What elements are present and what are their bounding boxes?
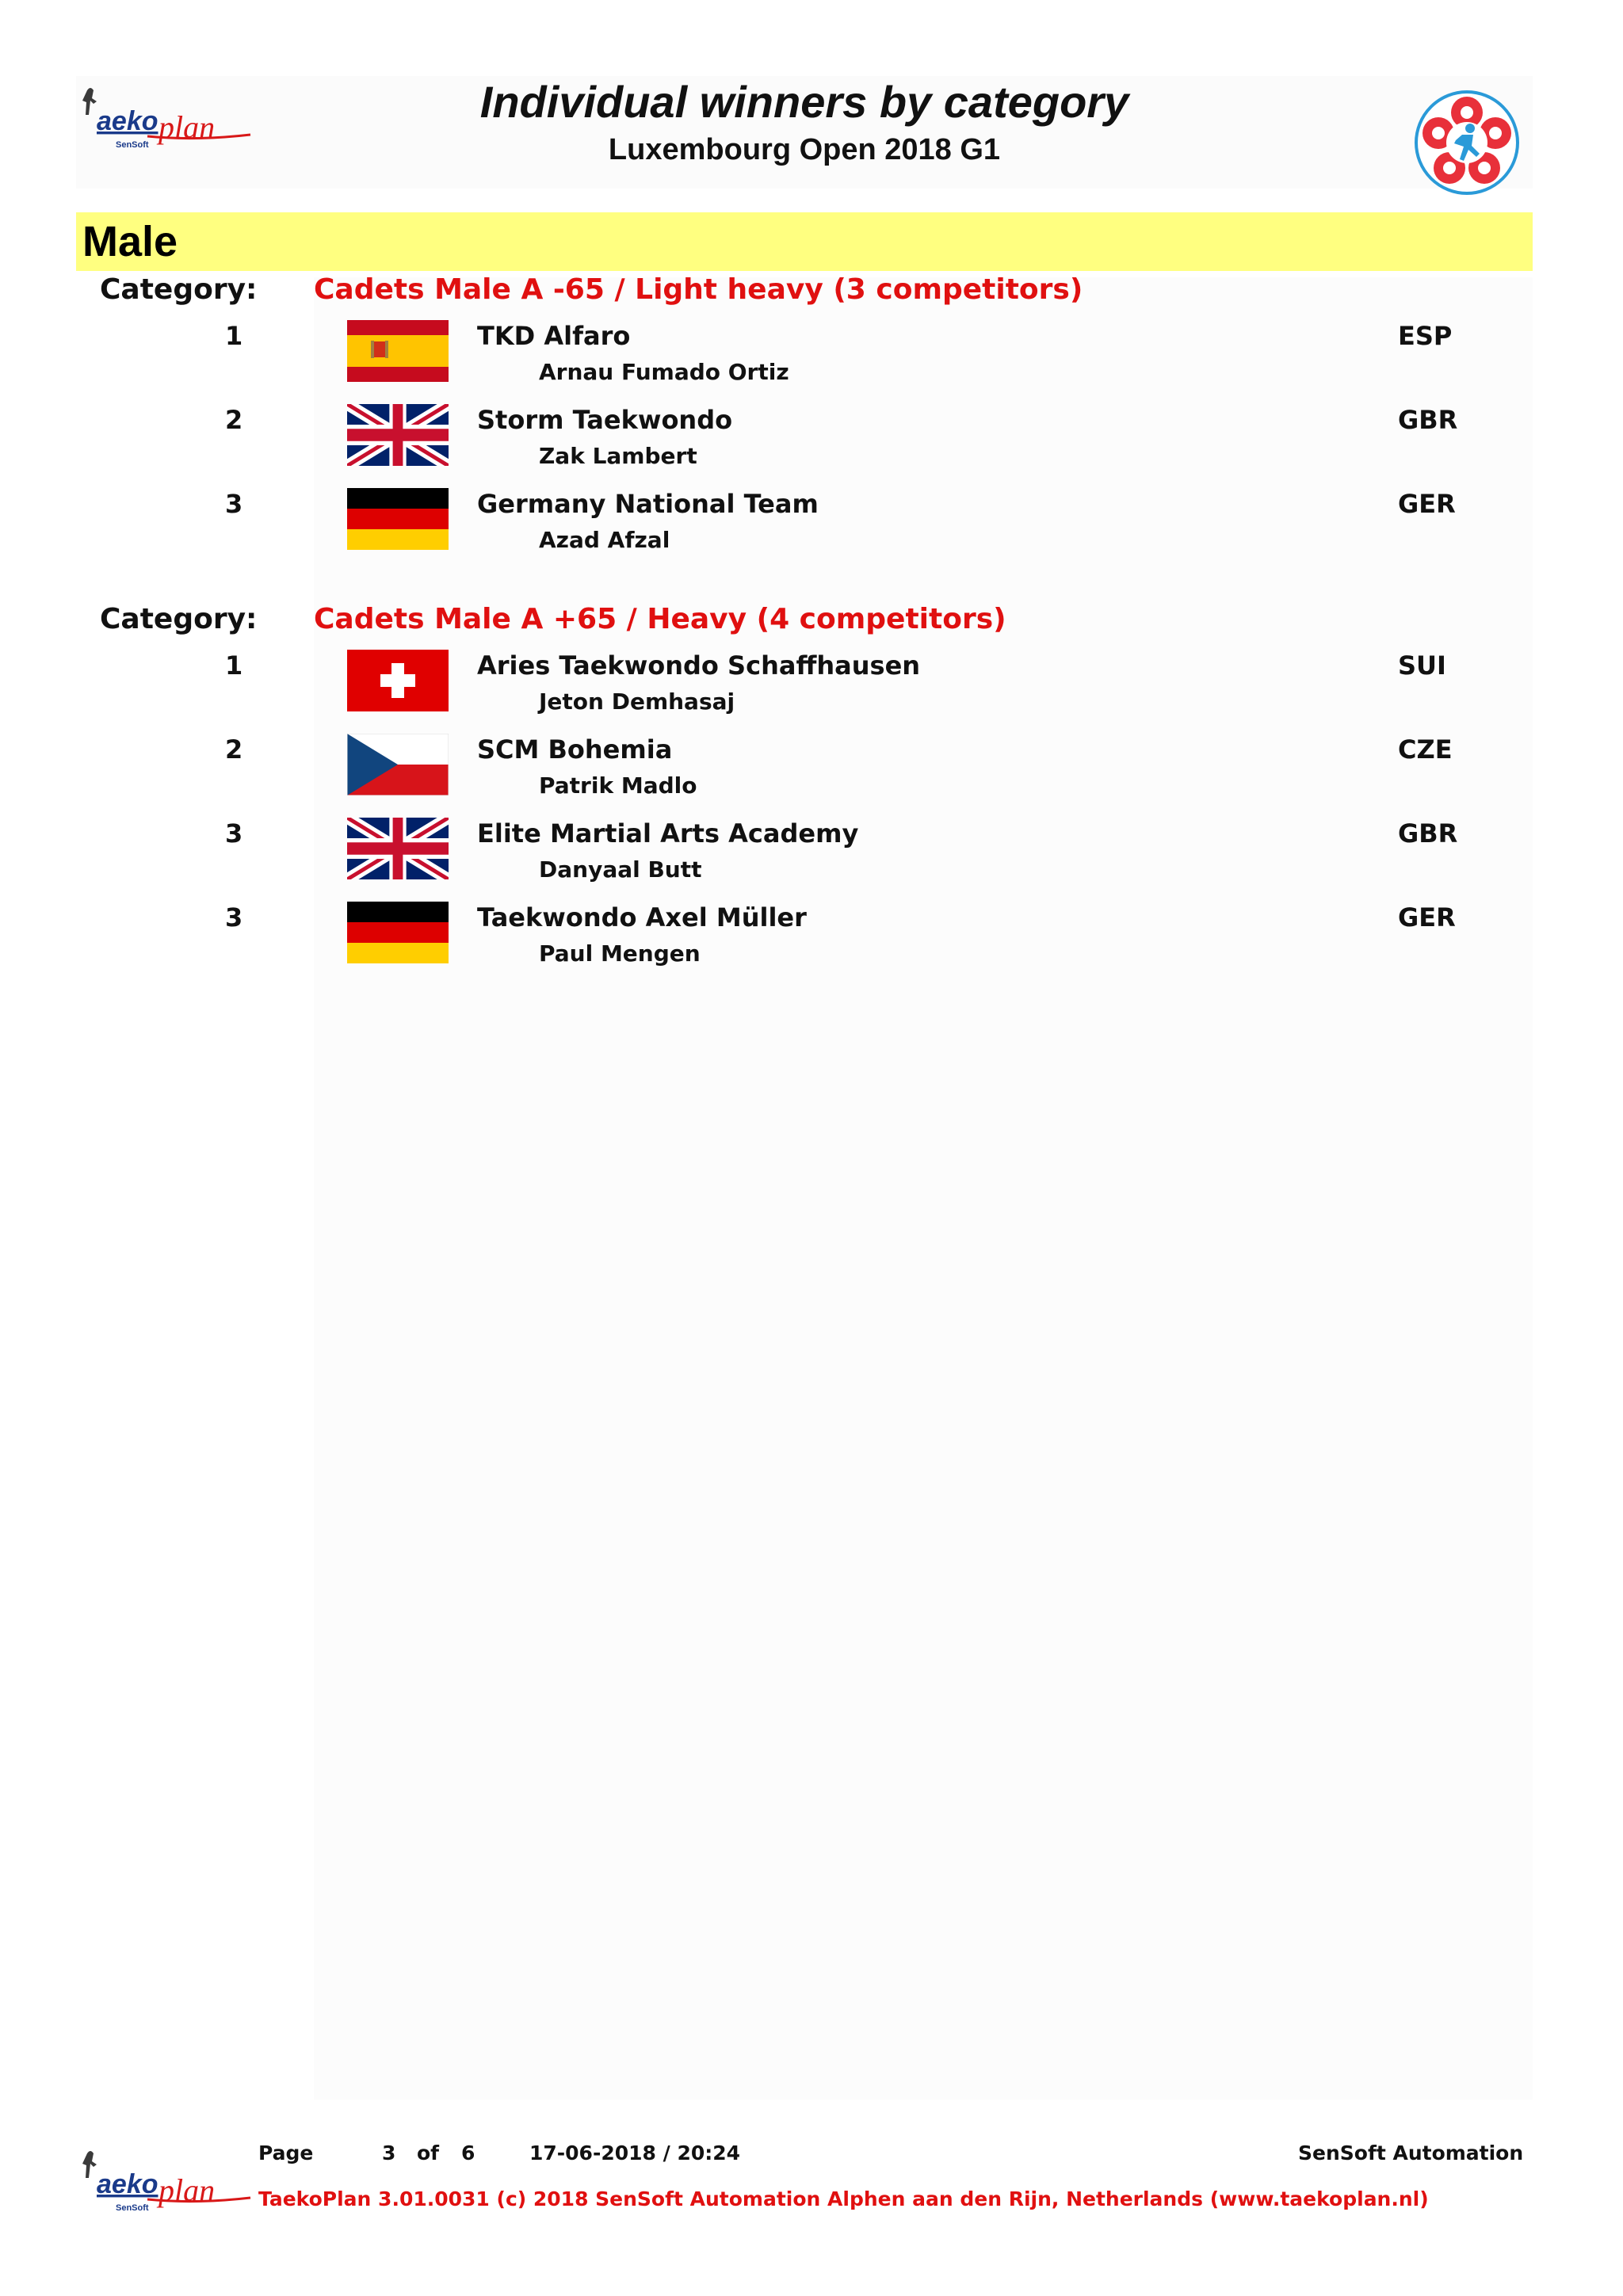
federation-emblem xyxy=(1413,89,1521,196)
result-athlete: Zak Lambert xyxy=(539,443,697,469)
result-country: CZE xyxy=(1398,734,1453,765)
spain-flag xyxy=(347,320,449,382)
footer-taekoplan-logo xyxy=(79,2147,262,2218)
content-background xyxy=(314,277,1533,2100)
uk-flag xyxy=(347,818,449,879)
switzerland-flag xyxy=(347,650,449,711)
footer-page-total: 6 xyxy=(461,2142,475,2164)
czech-flag xyxy=(347,734,449,795)
result-club: Aries Taekwondo Schaffhausen xyxy=(477,650,921,681)
result-rank: 1 xyxy=(225,321,243,351)
footer-company: SenSoft Automation xyxy=(1298,2142,1524,2164)
category-name: Cadets Male A -65 / Light heavy (3 competitors) xyxy=(314,273,1083,306)
svg-text:plan: plan xyxy=(158,109,216,145)
result-athlete: Paul Mengen xyxy=(539,940,701,967)
result-club: TKD Alfaro xyxy=(477,321,631,351)
result-country: GER xyxy=(1398,489,1456,519)
category-label: Category: xyxy=(100,273,258,306)
result-country: SUI xyxy=(1398,650,1446,681)
result-rank: 3 xyxy=(225,902,243,933)
result-club: Elite Martial Arts Academy xyxy=(477,818,859,849)
category-label: Category: xyxy=(100,603,258,635)
result-country: GBR xyxy=(1398,818,1458,849)
germany-flag xyxy=(347,902,449,963)
svg-text:SenSoft: SenSoft xyxy=(116,140,149,150)
svg-text:aeko: aeko xyxy=(97,106,158,136)
page-subtitle: Luxembourg Open 2018 G1 xyxy=(608,133,1001,166)
result-rank: 2 xyxy=(225,734,243,765)
uk-flag xyxy=(347,404,449,466)
germany-flag xyxy=(347,488,449,550)
result-rank: 1 xyxy=(225,650,243,681)
result-athlete: Jeton Demhasaj xyxy=(539,688,735,715)
result-athlete: Danyaal Butt xyxy=(539,856,702,883)
section-title: Male xyxy=(82,218,178,265)
category-name: Cadets Male A +65 / Heavy (4 competitors) xyxy=(314,603,1006,635)
result-rank: 3 xyxy=(225,489,243,519)
result-country: GER xyxy=(1398,902,1456,933)
footer-page-label: Page xyxy=(258,2142,314,2164)
result-club: Storm Taekwondo xyxy=(477,405,733,435)
result-club: Germany National Team xyxy=(477,489,819,519)
footer-datetime: 17-06-2018 / 20:24 xyxy=(529,2142,741,2164)
svg-text:plan: plan xyxy=(158,2172,216,2208)
svg-text:SenSoft: SenSoft xyxy=(116,2203,149,2213)
result-rank: 2 xyxy=(225,405,243,435)
result-athlete: Patrik Madlo xyxy=(539,772,697,799)
taekoplan-logo xyxy=(79,84,262,155)
result-club: Taekwondo Axel Müller xyxy=(477,902,807,933)
result-athlete: Azad Afzal xyxy=(539,527,670,553)
result-country: ESP xyxy=(1398,321,1453,351)
result-athlete: Arnau Fumado Ortiz xyxy=(539,359,789,385)
page-title: Individual winners by category xyxy=(479,77,1129,127)
section-bar xyxy=(76,212,1533,271)
result-rank: 3 xyxy=(225,818,243,849)
footer-page-number: 3 xyxy=(382,2142,396,2164)
footer-copyright: TaekoPlan 3.01.0031 (c) 2018 SenSoft Automation Alphen aan den Rijn, Netherlands (www.taekoplan.nl) xyxy=(258,2187,1429,2210)
footer-of-label: of xyxy=(417,2142,440,2164)
result-club: SCM Bohemia xyxy=(477,734,673,765)
result-country: GBR xyxy=(1398,405,1458,435)
svg-text:aeko: aeko xyxy=(97,2169,158,2199)
